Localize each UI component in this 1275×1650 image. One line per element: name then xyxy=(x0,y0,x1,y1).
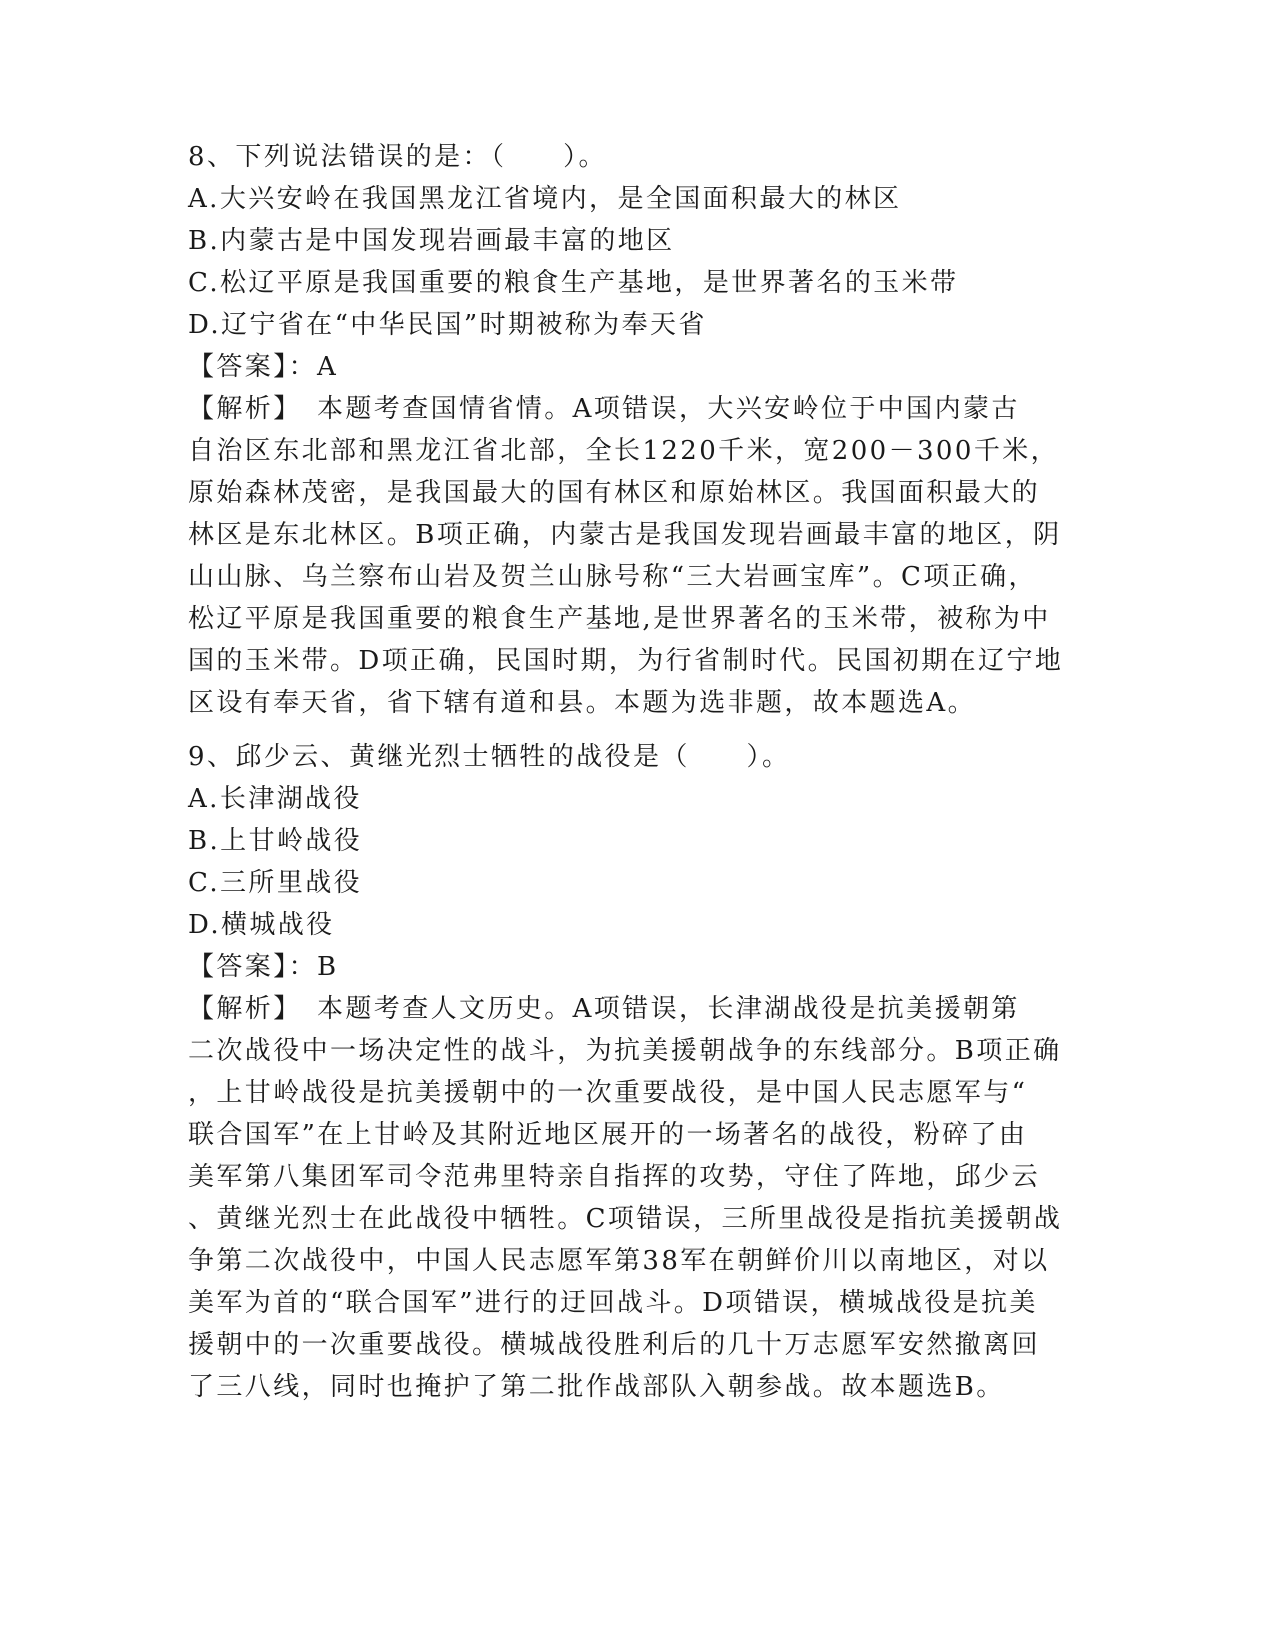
analysis-line: 区设有奉天省，省下辖有道和县。本题为选非题，故本题选A。 xyxy=(188,688,976,718)
analysis-line: ，上甘岭战役是抗美援朝中的一次重要战役，是中国人民志愿军与“ xyxy=(188,1078,1028,1108)
analysis-line: 国的玉米带。D项正确，民国时期，为行省制时代。民国初期在辽宁地 xyxy=(188,646,1064,676)
analysis-line: 美军为首的“联合国军”进行的迂回战斗。D项错误，横城战役是抗美 xyxy=(188,1288,1038,1318)
analysis-line: 山山脉、乌兰察布山岩及贺兰山脉号称“三大岩画宝库”。C项正确， xyxy=(188,562,1037,592)
analysis-line: 【解析】 本题考查国情省情。A项错误，大兴安岭位于中国内蒙古 xyxy=(188,394,1020,424)
analysis-line: 【解析】 本题考查人文历史。A项错误，长津湖战役是抗美援朝第 xyxy=(188,994,1020,1024)
option-a: A.长津湖战役 xyxy=(188,784,362,814)
analysis-line: 林区是东北林区。B项正确，内蒙古是我国发现岩画最丰富的地区，阴 xyxy=(188,520,1062,550)
option-a: A.大兴安岭在我国黑龙江省境内，是全国面积最大的林区 xyxy=(188,184,902,214)
analysis-line: 、黄继光烈士在此战役中牺牲。C项错误，三所里战役是指抗美援朝战 xyxy=(188,1204,1063,1234)
question-stem: 8、下列说法错误的是：（ ）。 xyxy=(188,142,607,172)
analysis-line: 联合国军”在上甘岭及其附近地区展开的一场著名的战役，粉碎了由 xyxy=(188,1120,1028,1150)
analysis-line: 了三八线，同时也掩护了第二批作战部队入朝参战。故本题选B。 xyxy=(188,1372,1005,1402)
analysis-line: 原始森林茂密，是我国最大的国有林区和原始林区。我国面积最大的 xyxy=(188,478,1041,508)
analysis-line: 援朝中的一次重要战役。横城战役胜利后的几十万志愿军安然撤离回 xyxy=(188,1330,1041,1360)
analysis-line: 自治区东北部和黑龙江省北部，全长1220千米，宽200－300千米， xyxy=(188,436,1060,466)
analysis-line: 松辽平原是我国重要的粮食生产基地,是世界著名的玉米带，被称为中 xyxy=(188,604,1051,634)
analysis-line: 争第二次战役中，中国人民志愿军第38军在朝鲜价川以南地区，对以 xyxy=(188,1246,1050,1276)
option-c: C.三所里战役 xyxy=(188,868,363,898)
option-d: D.横城战役 xyxy=(188,910,335,940)
question-stem: 9、邱少云、黄继光烈士牺牲的战役是（ ）。 xyxy=(188,742,791,772)
option-c: C.松辽平原是我国重要的粮食生产基地，是世界著名的玉米带 xyxy=(188,268,959,298)
analysis-line: 美军第八集团军司令范弗里特亲自指挥的攻势，守住了阵地，邱少云 xyxy=(188,1162,1041,1192)
answer-line: 【答案】：B xyxy=(188,952,339,982)
option-b: B.内蒙古是中国发现岩画最丰富的地区 xyxy=(188,226,675,256)
answer-line: 【答案】：A xyxy=(188,352,339,382)
analysis-line: 二次战役中一场决定性的战斗，为抗美援朝战争的东线部分。B项正确 xyxy=(188,1036,1062,1066)
option-b: B.上甘岭战役 xyxy=(188,826,363,856)
option-d: D.辽宁省在“中华民国”时期被称为奉天省 xyxy=(188,310,707,340)
